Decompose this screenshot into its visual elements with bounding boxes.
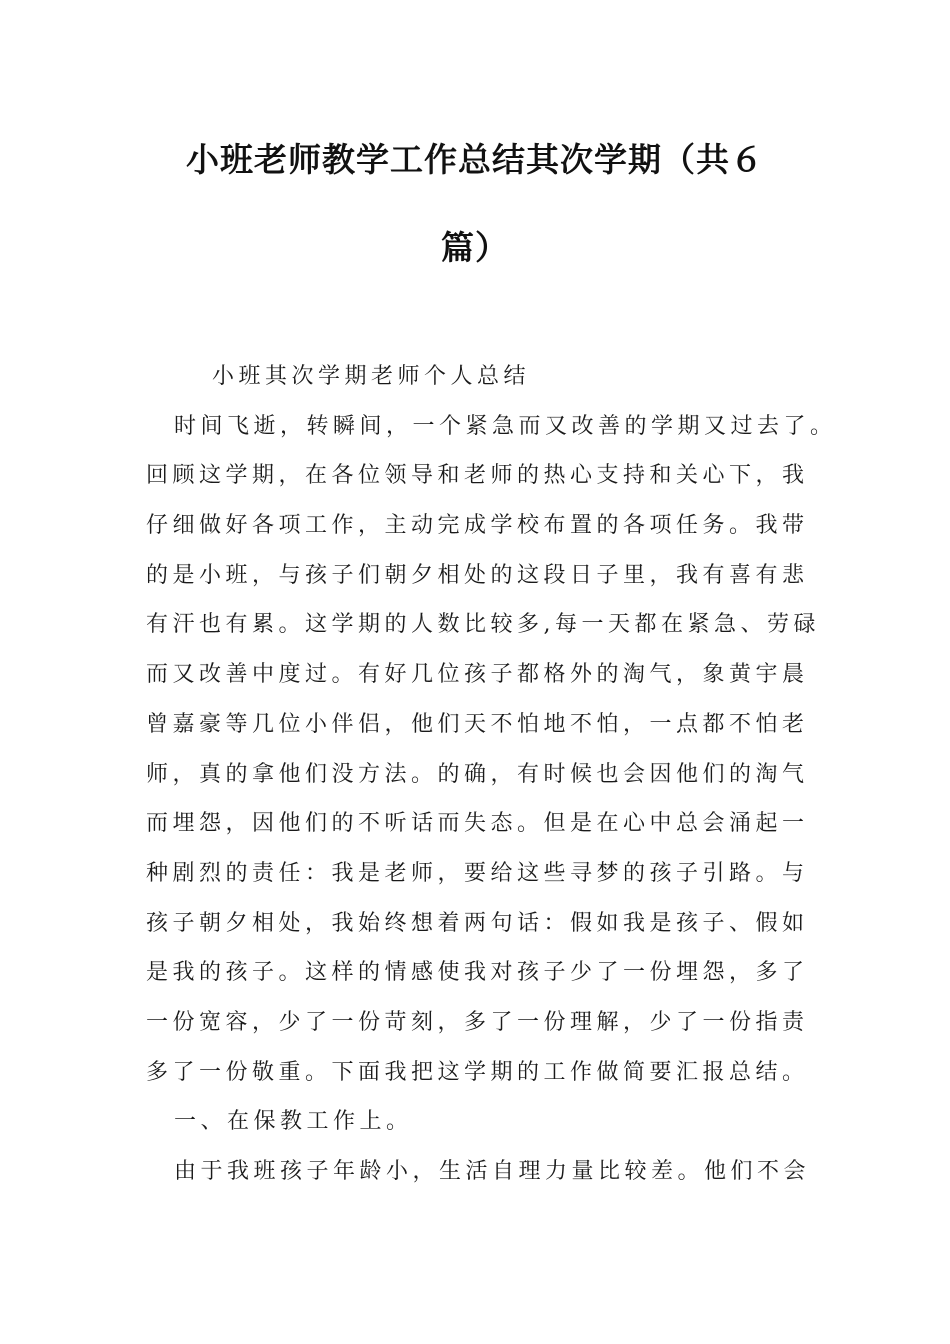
paragraph-line: 曾嘉豪等几位小伴侣，他们天不怕地不怕，一点都不怕老 [146, 711, 809, 737]
paragraph-line: 有汗也有累。这学期的人数比较多,每一天都在紧急、劳碌 [146, 612, 820, 638]
paragraph-line: 的是小班，与孩子们朝夕相处的这段日子里，我有喜有悲 [146, 562, 809, 588]
paragraph-line: 孩子朝夕相处，我始终想着两句话：假如我是孩子、假如 [146, 910, 809, 936]
document-title-line-2: 篇） [441, 228, 509, 267]
paragraph-line: 而又改善中度过。有好几位孩子都格外的淘气，象黄宇晨 [146, 662, 809, 688]
paragraph-line: 时间飞逝，转瞬间，一个紧急而又改善的学期又过去了。 [174, 413, 837, 439]
document-body [146, 352, 837, 1197]
paragraph-line: 一份宽容，少了一份苛刻，多了一份理解，少了一份指责 [146, 1009, 809, 1035]
paragraph-line: 师，真的拿他们没方法。的确，有时候也会因他们的淘气 [146, 761, 809, 787]
section-heading: 一、在保教工作上。 [174, 1109, 413, 1135]
paragraph-line: 而埋怨，因他们的不听话而失态。但是在心中总会涌起一 [146, 811, 809, 837]
paragraph-line: 由于我班孩子年龄小，生活自理力量比较差。他们不会 [174, 1159, 811, 1184]
paragraph-line: 是我的孩子。这样的情感使我对孩子少了一份埋怨，多了 [146, 960, 809, 986]
section-heading: 小班其次学期老师个人总结 [212, 364, 531, 389]
paragraph-line: 仔细做好各项工作，主动完成学校布置的各项任务。我带 [146, 513, 809, 539]
paragraph-line: 种剧烈的责任：我是老师，要给这些寻梦的孩子引路。与 [146, 860, 809, 886]
document-title-line-1: 小班老师教学工作总结其次学期（共６ [186, 140, 764, 179]
paragraph-line: 多了一份敬重。下面我把这学期的工作做简要汇报总结。 [146, 1059, 809, 1085]
paragraph-line: 回顾这学期，在各位领导和老师的热心支持和关心下，我 [146, 463, 809, 489]
